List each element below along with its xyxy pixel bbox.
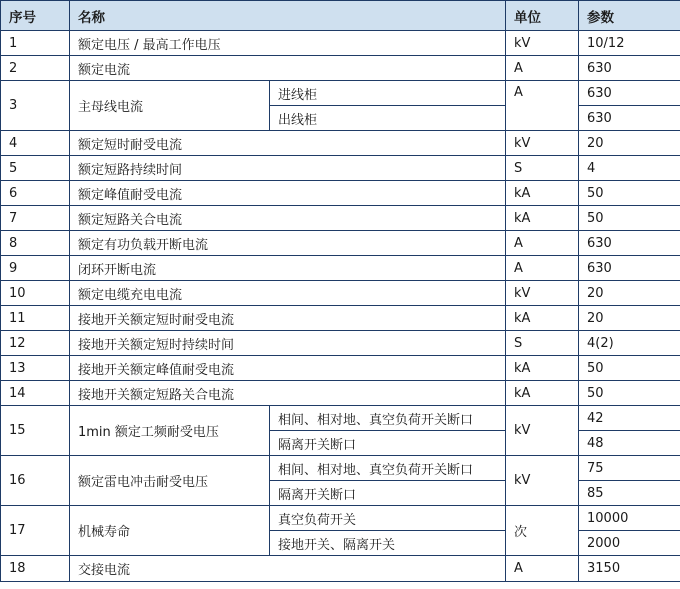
row-unit: kV [506, 31, 579, 56]
header-unit: 单位 [506, 1, 579, 31]
row-number: 8 [1, 231, 70, 256]
row-unit: kV [506, 456, 579, 506]
row-value: 630 [579, 106, 680, 131]
row-number: 1 [1, 31, 70, 56]
row-value: 50 [579, 356, 680, 381]
row-sub-condition: 出线柜 [270, 106, 506, 131]
table-row [1, 331, 680, 356]
row-name: 接地开关额定峰值耐受电流 [70, 356, 506, 381]
table-row [1, 56, 680, 81]
row-name: 交接电流 [70, 556, 506, 582]
row-value: 50 [579, 381, 680, 406]
row-value: 20 [579, 306, 680, 331]
row-value: 10/12 [579, 31, 680, 56]
row-number: 17 [1, 506, 70, 556]
table-row [1, 156, 680, 181]
row-value: 42 [579, 406, 680, 431]
table-row [1, 406, 680, 431]
row-unit: kV [506, 131, 579, 156]
row-number: 13 [1, 356, 70, 381]
row-sub-condition: 接地开关、隔离开关 [270, 531, 506, 556]
row-unit: kA [506, 381, 579, 406]
row-number: 18 [1, 556, 70, 582]
row-sub-condition: 相间、相对地、真空负荷开关断口 [270, 406, 506, 431]
table-row [1, 181, 680, 206]
row-number: 14 [1, 381, 70, 406]
row-unit: A [506, 81, 579, 131]
row-value: 630 [579, 56, 680, 81]
row-name: 主母线电流 [70, 81, 270, 131]
row-number: 5 [1, 156, 70, 181]
header-no: 序号 [1, 1, 70, 31]
row-number: 15 [1, 406, 70, 456]
row-sub-condition: 隔离开关断口 [270, 431, 506, 456]
row-value: 3150 [579, 556, 680, 582]
row-name: 额定电缆充电电流 [70, 281, 506, 306]
row-number: 6 [1, 181, 70, 206]
row-unit: A [506, 56, 579, 81]
row-name: 1min 额定工频耐受电压 [70, 406, 270, 456]
row-sub-condition: 真空负荷开关 [270, 506, 506, 531]
row-value: 85 [579, 481, 680, 506]
row-name: 接地开关额定短路关合电流 [70, 381, 506, 406]
row-unit: S [506, 156, 579, 181]
row-value: 2000 [579, 531, 680, 556]
row-sub-condition: 进线柜 [270, 81, 506, 106]
row-value: 20 [579, 131, 680, 156]
table-row [1, 81, 680, 106]
row-value: 630 [579, 256, 680, 281]
table-row [1, 206, 680, 231]
row-value: 4 [579, 156, 680, 181]
table-row [1, 231, 680, 256]
row-number: 16 [1, 456, 70, 506]
row-name: 闭环开断电流 [70, 256, 506, 281]
row-name: 额定有功负载开断电流 [70, 231, 506, 256]
row-value: 630 [579, 231, 680, 256]
row-name: 机械寿命 [70, 506, 270, 556]
row-name: 额定电流 [70, 56, 506, 81]
header-row [1, 1, 680, 31]
row-number: 9 [1, 256, 70, 281]
row-name: 接地开关额定短时耐受电流 [70, 306, 506, 331]
row-value: 50 [579, 181, 680, 206]
row-unit: A [506, 556, 579, 582]
row-value: 75 [579, 456, 680, 481]
row-number: 12 [1, 331, 70, 356]
table-row [1, 381, 680, 406]
row-value: 20 [579, 281, 680, 306]
row-unit: 次 [506, 506, 579, 556]
row-name: 额定电压 / 最高工作电压 [70, 31, 506, 56]
table-row [1, 31, 680, 56]
row-value: 4(2) [579, 331, 680, 356]
row-number: 3 [1, 81, 70, 131]
header-name: 名称 [70, 1, 506, 31]
row-number: 11 [1, 306, 70, 331]
row-unit: kA [506, 206, 579, 231]
row-number: 4 [1, 131, 70, 156]
row-unit: kA [506, 181, 579, 206]
row-unit: A [506, 231, 579, 256]
row-value: 10000 [579, 506, 680, 531]
table-row [1, 256, 680, 281]
row-unit: kA [506, 306, 579, 331]
table-row [1, 281, 680, 306]
row-sub-condition: 相间、相对地、真空负荷开关断口 [270, 456, 506, 481]
row-sub-condition: 隔离开关断口 [270, 481, 506, 506]
row-name: 额定雷电冲击耐受电压 [70, 456, 270, 506]
row-name: 接地开关额定短时持续时间 [70, 331, 506, 356]
row-unit: kV [506, 406, 579, 456]
row-name: 额定峰值耐受电流 [70, 181, 506, 206]
row-value: 50 [579, 206, 680, 231]
row-number: 10 [1, 281, 70, 306]
table-row [1, 356, 680, 381]
row-name: 额定短路关合电流 [70, 206, 506, 231]
row-unit: kA [506, 356, 579, 381]
table-row [1, 556, 680, 582]
table-row [1, 506, 680, 531]
row-value: 630 [579, 81, 680, 106]
row-number: 7 [1, 206, 70, 231]
row-unit: kV [506, 281, 579, 306]
table-row [1, 131, 680, 156]
row-name: 额定短时耐受电流 [70, 131, 506, 156]
header-value: 参数 [579, 1, 680, 31]
row-number: 2 [1, 56, 70, 81]
row-name: 额定短路持续时间 [70, 156, 506, 181]
table-row [1, 456, 680, 481]
row-value: 48 [579, 431, 680, 456]
row-unit: S [506, 331, 579, 356]
row-unit: A [506, 256, 579, 281]
table-row [1, 306, 680, 331]
